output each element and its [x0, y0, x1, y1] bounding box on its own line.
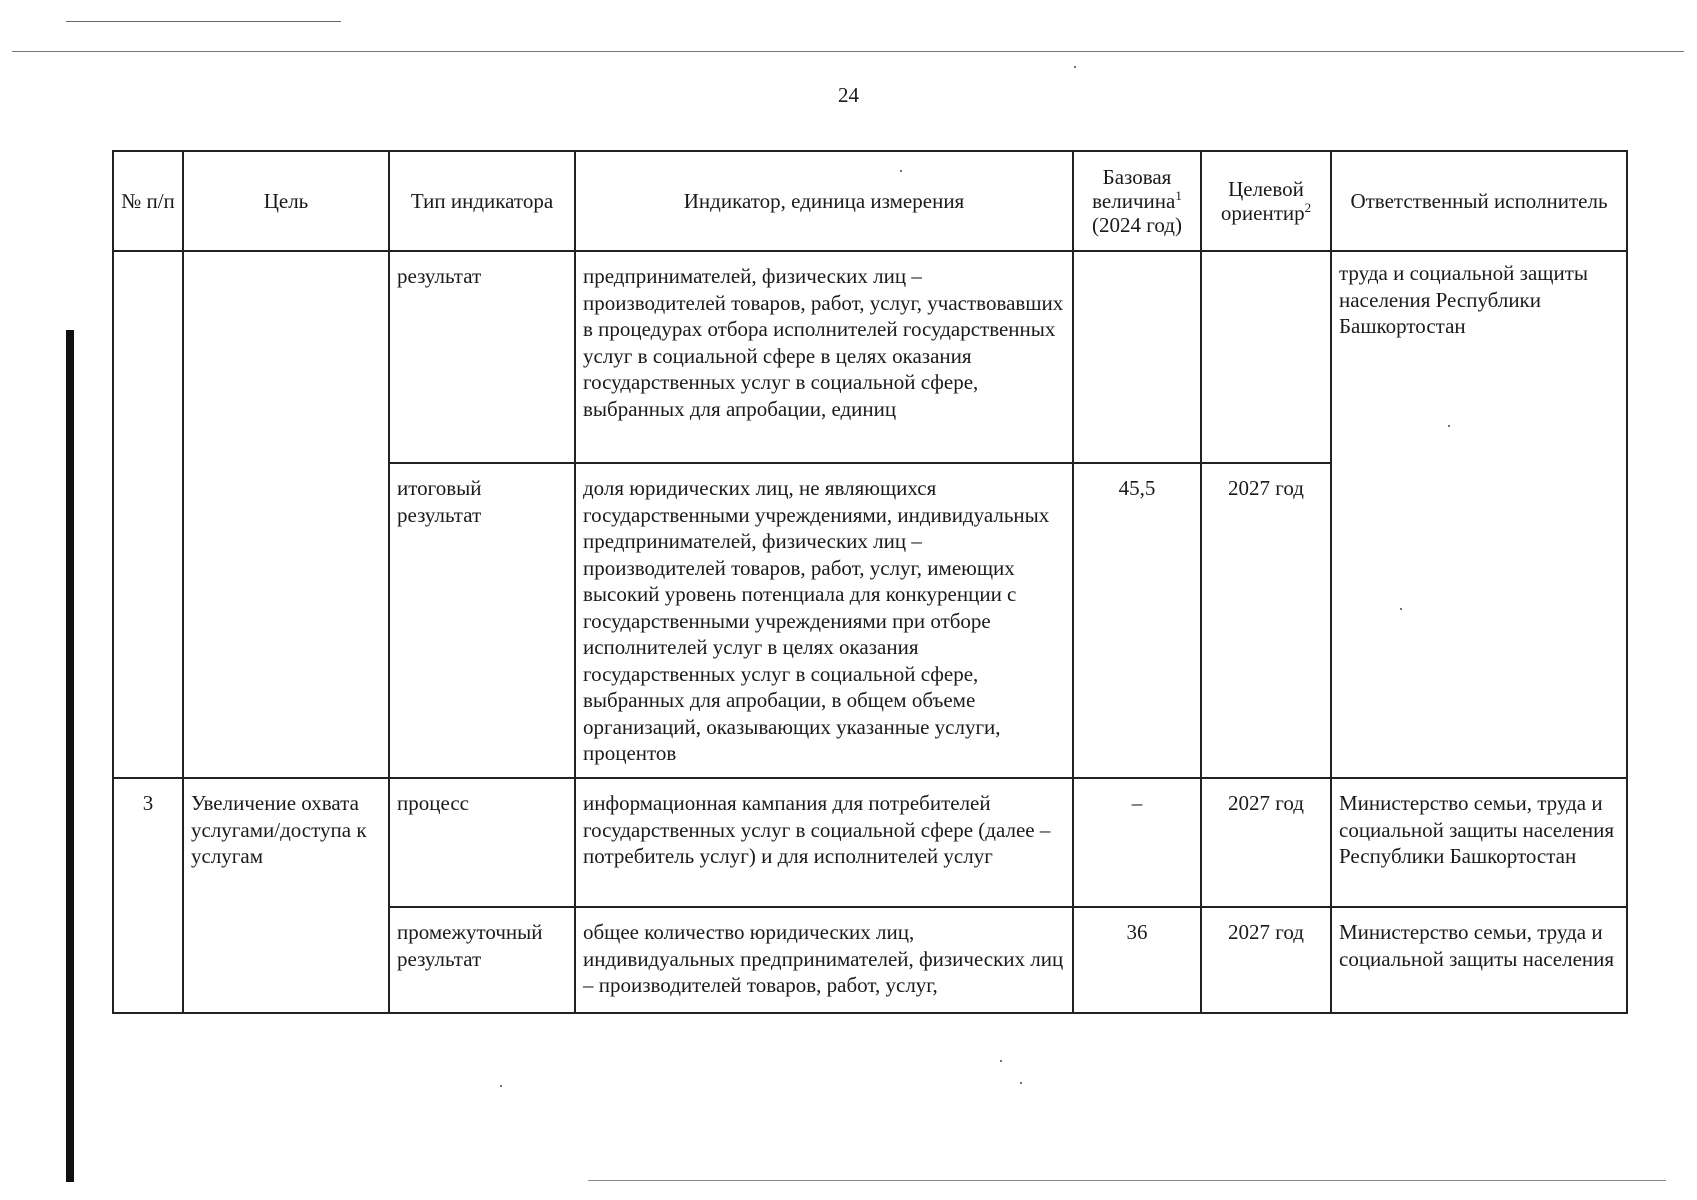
footnote-1-marker: 1 — [1175, 188, 1182, 203]
page-number: 24 — [838, 83, 859, 107]
header-base-value-label: Базовая величина — [1092, 165, 1176, 213]
cell-target — [1201, 251, 1331, 463]
cell-type: промежуточный результат — [389, 907, 575, 1013]
scan-speck — [500, 1085, 502, 1087]
cell-num: 3 — [113, 778, 183, 1013]
cell-executor: Министерство семьи, труда и социальной защиты населения — [1331, 907, 1627, 1013]
cell-type: итоговый результат — [389, 463, 575, 778]
footnote-2-marker: 2 — [1304, 200, 1312, 215]
cell-indicator: информационная кампания для потребителей государственных услуг в социальной сфере (далее – потребитель услуг) и для исполнителей услуг — [575, 778, 1073, 907]
cell-indicator: доля юридических лиц, не являющихся государственными учреждениями, индивидуальных предпринимателей, физических лиц – производителей товаров, работ, услуг, имеющих высокий уровень потенциала для конкуренции с государственными учреждениями при отборе исполнителей услуг в целях оказания государственных услуг в социальной сфере, выбранных для апробации, в общем объеме организаций, оказывающих указанные услуги, процентов — [575, 463, 1073, 778]
cell-indicator: общее количество юридических лиц, индивидуальных предпринимателей, физических лиц – производителей товаров, работ, услуг, — [575, 907, 1073, 1013]
scan-speck — [1400, 608, 1402, 610]
cell-base-value: – — [1073, 778, 1201, 907]
table-header-row — [113, 151, 1627, 251]
header-num: № п/п — [113, 151, 183, 251]
table-row — [113, 251, 1627, 463]
header-indicator: Индикатор, единица измерения — [575, 151, 1073, 251]
scan-speck — [1448, 425, 1450, 427]
header-rule — [12, 51, 1684, 52]
cell-executor: труда и социальной защиты населения Республики Башкортостан — [1331, 251, 1627, 778]
header-short-rule — [66, 21, 341, 22]
cell-base-value: 36 — [1073, 907, 1201, 1013]
scan-speck — [1000, 1060, 1002, 1062]
header-executor: Ответственный исполнитель — [1331, 151, 1627, 251]
table-row — [113, 778, 1627, 907]
cell-indicator: предпринимателей, физических лиц – производителей товаров, работ, услуг, участвовавших в процедурах отбора исполнителей государственных услуг в социальной сфере в целях оказания государственных услуг в социальной сфере, выбранных для апробации, единиц — [575, 251, 1073, 463]
cell-executor: Министерство семьи, труда и социальной защиты населения Республики Башкортостан — [1331, 778, 1627, 907]
header-base-value — [1073, 151, 1201, 251]
scan-speck — [1074, 66, 1076, 68]
cell-type: результат — [389, 251, 575, 463]
cell-target: 2027 год — [1201, 778, 1331, 907]
cell-target: 2027 год — [1201, 907, 1331, 1013]
scan-speck — [900, 170, 902, 172]
cell-target: 2027 год — [1201, 463, 1331, 778]
indicators-table — [112, 150, 1628, 1014]
header-goal: Цель — [183, 151, 389, 251]
header-target-label: Целевой ориентир — [1220, 177, 1305, 225]
cell-goal — [183, 251, 389, 778]
scan-edge-bar — [66, 330, 74, 1182]
scan-speck — [1020, 1082, 1022, 1084]
cell-type: процесс — [389, 778, 575, 907]
header-type: Тип индикатора — [389, 151, 575, 251]
cell-base-value — [1073, 251, 1201, 463]
cell-goal: Увеличение охвата услугами/доступа к услугам — [183, 778, 389, 1013]
header-base-year: (2024 год) — [1092, 213, 1182, 237]
header-target — [1201, 151, 1331, 251]
cell-num — [113, 251, 183, 778]
footer-rule — [588, 1180, 1666, 1181]
cell-base-value: 45,5 — [1073, 463, 1201, 778]
